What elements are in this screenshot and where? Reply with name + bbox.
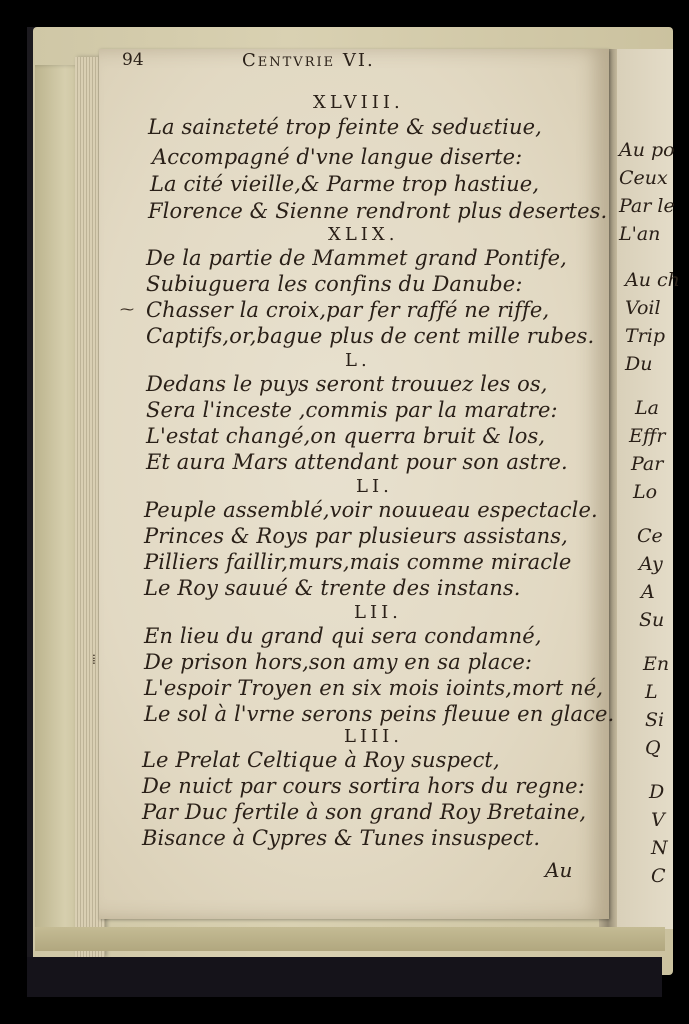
catchword: Au bbox=[545, 858, 573, 882]
facing-line: Si bbox=[645, 709, 665, 731]
facing-line: Ce bbox=[637, 525, 663, 547]
verse-line: Le Prelat Celtique à Roy suspect, bbox=[142, 748, 500, 772]
verse-line: En lieu du grand qui sera condamné, bbox=[144, 624, 542, 648]
verse-line: Accompagné d'vne langue diserte: bbox=[152, 145, 523, 169]
verse-line: La cité vieille,& Parme trop hastiue, bbox=[150, 172, 540, 196]
quatrain-number: LI. bbox=[356, 476, 393, 497]
verse-line: Peuple assemblé,voir nouueau espectacle. bbox=[144, 498, 598, 522]
facing-line: Q bbox=[645, 737, 661, 759]
facing-line: Au po bbox=[619, 139, 675, 161]
facing-line: Par bbox=[631, 453, 664, 475]
facing-page bbox=[613, 49, 680, 929]
verse-line: Pilliers faillir,murs,mais comme miracle bbox=[144, 550, 572, 574]
background bbox=[27, 957, 662, 997]
facing-line: Du bbox=[625, 353, 653, 375]
verse-line: L'espoir Troyen en six mois ioints,mort né, bbox=[144, 676, 604, 700]
facing-line: Su bbox=[639, 609, 665, 631]
verse-line: De la partie de Mammet grand Pontife, bbox=[146, 246, 567, 270]
facing-line: La bbox=[635, 397, 659, 419]
page-number: 94 bbox=[122, 50, 144, 70]
facing-line: Lo bbox=[633, 481, 658, 503]
verse-line: De prison hors,son amy en sa place: bbox=[144, 650, 533, 674]
margin-mark: ⁞ bbox=[92, 652, 96, 668]
page-header bbox=[122, 50, 502, 72]
verse-line: Bisance à Cypres & Tunes insuspect. bbox=[142, 826, 541, 850]
verse-line: Princes & Roys par plusieurs assistans, bbox=[144, 524, 568, 548]
verse-line: L'estat changé,on querra bruit & los, bbox=[146, 424, 546, 448]
binding-bottom bbox=[35, 927, 665, 951]
facing-line: L bbox=[645, 681, 658, 703]
facing-line: Ceux bbox=[619, 167, 668, 189]
verse-line: Par Duc fertile à son grand Roy Bretaine, bbox=[142, 800, 587, 824]
running-head: Centvrie VI. bbox=[242, 50, 375, 71]
facing-line: A bbox=[641, 581, 655, 603]
facing-line: Au ch bbox=[625, 269, 680, 291]
verse-line: Sera l'inceste ,commis par la maratre: bbox=[146, 398, 558, 422]
facing-line: L'an bbox=[619, 223, 661, 245]
quatrain-number: L. bbox=[345, 350, 371, 371]
verse-line: Le Roy sauué & trente des instans. bbox=[144, 576, 521, 600]
verse-line: De nuict par cours sortira hors du regne: bbox=[142, 774, 585, 798]
facing-line: Trip bbox=[625, 325, 665, 347]
verse-line: Et aura Mars attendant pour son astre. bbox=[146, 450, 568, 474]
margin-mark: ⁓ bbox=[120, 302, 134, 318]
quatrain-number: XLIX. bbox=[328, 224, 399, 245]
verse-line: Chasser la croix,par fer raffé ne riffe, bbox=[146, 298, 550, 322]
facing-line: Par le bbox=[619, 195, 675, 217]
verse-line: Dedans le puys seront trouuez les os, bbox=[146, 372, 548, 396]
quatrain-number: XLVIII. bbox=[313, 92, 404, 113]
quatrain-number: LII. bbox=[354, 602, 402, 623]
facing-line: C bbox=[651, 865, 666, 887]
verse-line: Le sol à l'vrne serons peins fleuue en glace. bbox=[144, 702, 615, 726]
facing-line: D bbox=[649, 781, 665, 803]
facing-line: Voil bbox=[625, 297, 661, 319]
verse-line: Subiuguera les confins du Danube: bbox=[146, 272, 523, 296]
facing-line: Effr bbox=[629, 425, 666, 447]
verse-line: La sainɛteté trop feinte & seduɛtiue, bbox=[148, 115, 542, 139]
verse-line: Florence & Sienne rendront plus desertes. bbox=[148, 199, 608, 223]
facing-line: V bbox=[651, 809, 665, 831]
quatrain-number: LIII. bbox=[344, 726, 404, 747]
facing-line: N bbox=[651, 837, 668, 859]
verse-line: Captifs,or,bague plus de cent mille rubes. bbox=[146, 324, 595, 348]
facing-line: En bbox=[643, 653, 670, 675]
facing-line: Ay bbox=[639, 553, 663, 575]
